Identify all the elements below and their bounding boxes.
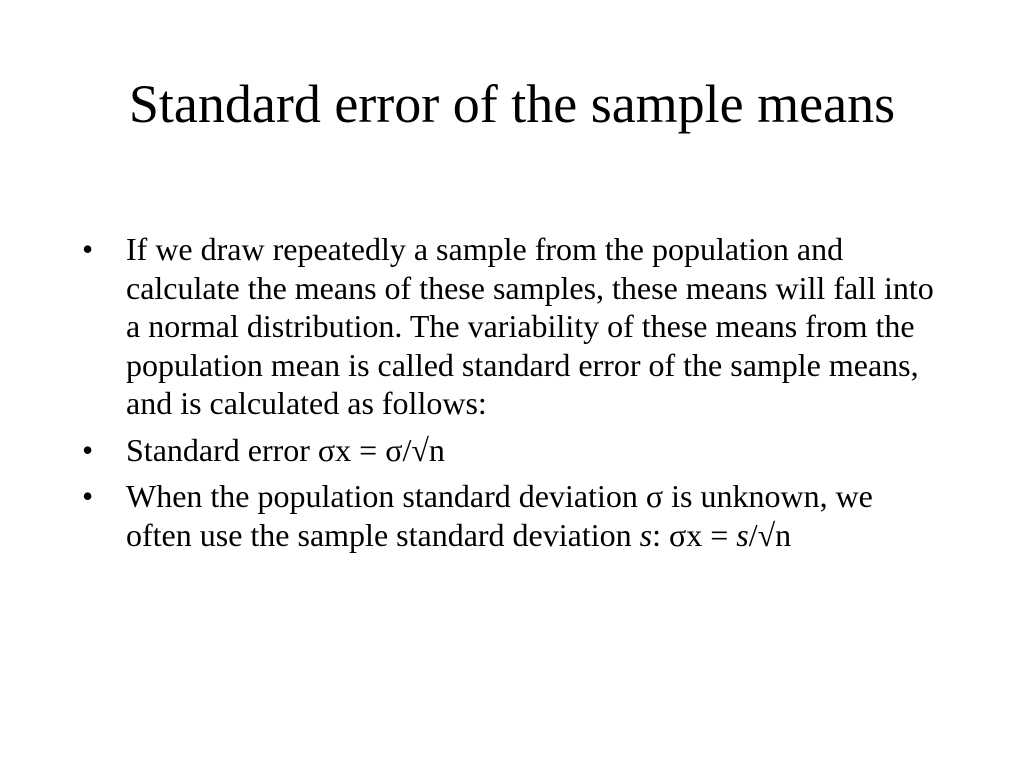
bullet-text-prefix: When the population standard deviation σ is unknown, we often use the sample standard deviation: [126, 478, 873, 553]
bullet-text: Standard error σx = σ/√n: [126, 431, 445, 468]
bullet-item-sampling-means: [82, 230, 942, 423]
bullet-marker: •: [82, 478, 94, 514]
bullet-item-sample-standard-deviation: [82, 477, 942, 554]
bullet-marker: •: [82, 431, 94, 468]
bullet-text: If we draw repeatedly a sample from the population and calculate the means of these samples, these means will fall into a normal distribution. The variability of these means from the population mean is called standard error of the sample means, and is calculated as follows:: [126, 231, 934, 421]
slide-title: Standard error of the sample means: [128, 74, 896, 134]
bullet-text-suffix: /√n: [748, 516, 792, 553]
italic-s-symbol: s: [639, 516, 653, 553]
bullet-item-standard-error-formula: [82, 431, 942, 470]
bullet-text-middle: : σx =: [652, 516, 737, 553]
bullet-list: [82, 230, 942, 562]
italic-s-symbol: s: [736, 516, 749, 553]
bullet-marker: •: [82, 231, 94, 267]
